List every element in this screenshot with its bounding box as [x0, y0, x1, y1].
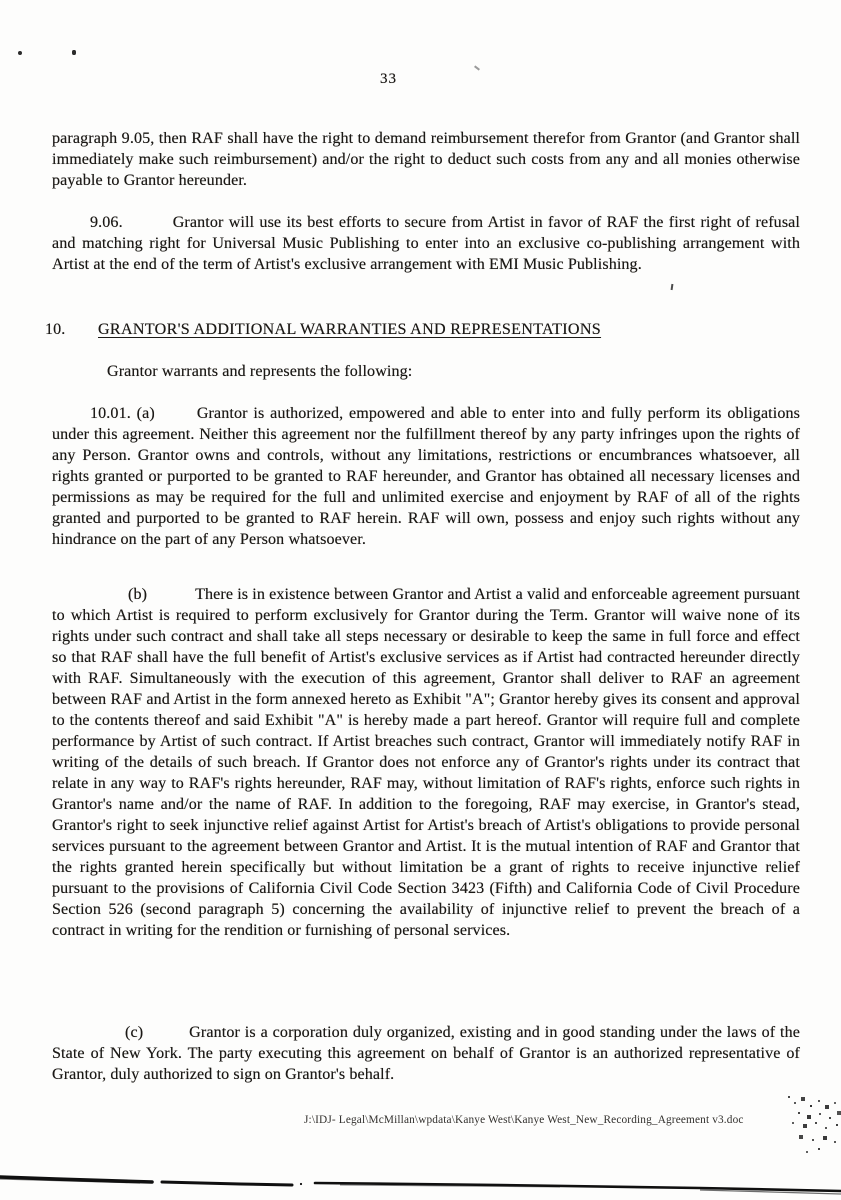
- section-10-title: GRANTOR'S ADDITIONAL WARRANTIES AND REPRESENTATIONS: [98, 321, 602, 338]
- paragraph-10-01-b: [52, 584, 800, 941]
- scan-speck-dot: [18, 51, 22, 55]
- paragraph-9-06-number: 9.06.: [90, 214, 123, 231]
- scan-stray-mark: [671, 284, 674, 290]
- section-10-heading: [45, 319, 800, 340]
- footer-file-path: J:\IDJ- Legal\McMillan\wpdata\Kanye West\Kanye West_New_Recording_Agreement v3.doc: [304, 1114, 744, 1126]
- scan-page-edge-line: [0, 1168, 841, 1200]
- section-10-number: 10.: [45, 321, 66, 338]
- paragraph-9-06: [52, 212, 800, 275]
- paragraph-10-01-a: [52, 403, 800, 550]
- paragraph-905-continuation: paragraph 9.05, then RAF shall have the right to demand reimbursement therefor from Grantor (and Grantor shall immediately make such reimbursement) and/or the right to deduct such costs from any and all monies otherwise payable to Grantor hereunder.: [52, 130, 800, 189]
- scan-speck-dash: [474, 65, 480, 70]
- paragraph-10-01-c-text: Grantor is a corporation duly organized, existing and in good standing under the laws of the State of New York. The party executing this agreement on behalf of Grantor is an authorized representative of Grantor, duly authorized to sign on Grantor's behalf.: [52, 1024, 800, 1083]
- paragraph-10-01-b-label: (b): [128, 586, 148, 603]
- paragraph-10-01-a-label: 10.01. (a): [90, 405, 155, 422]
- paragraph-9-06-text: Grantor will use its best efforts to secure from Artist in favor of RAF the first right of refusal and matching right for Universal Music Publishing to enter into an exclusive co-publishing arrangement with Artist at the end of the term of Artist's exclusive arrangement with EMI Music Publishing.: [52, 214, 800, 273]
- scan-speck-dot: [72, 50, 76, 55]
- paragraph-10-01-b-text: There is in existence between Grantor and Artist a valid and enforceable agreement pursuant to which Artist is required to perform exclusively for Grantor during the Term. Grantor will waive none of its rights under such contract and shall take all steps necessary or desirable to keep the same in full force and effect so that RAF shall have the full benefit of Artist's exclusive services as if Artist had contracted hereunder directly with RAF. Simultaneously with the execution of this agreement, Grantor shall deliver to RAF an agreement between RAF and Artist in the form annexed hereto as Exhibit "A"; Grantor hereby gives its consent and approval to the contents thereof and said Exhibit "A" is hereby made a part hereof. Grantor will require full and complete performance by Artist of such contract. If Artist breaches such contract, Grantor will immediately notify RAF in writing of the details of such breach. If Grantor does not enforce any of Grantor's rights under its contract that relate in any way to RAF's rights hereunder, RAF may, without limitation of RAF's rights, enforce such rights in Grantor's name and/or the name of RAF. In addition to the foregoing, RAF may exercise, in Grantor's stead, Grantor's right to seek injunctive relief against Artist for Artist's breach of Artist's obligations to provide personal services pursuant to the agreement between Grantor and Artist. It is the mutual intention of RAF and Grantor that the rights granted herein specifically but without limitation be a grant of rights to receive injunctive relief pursuant to the provisions of California Civil Code Section 3423 (Fifth) and California Code of Civil Procedure Section 526 (second paragraph 5) concerning the availability of injunctive relief to prevent the breach of a contract in writing for the rendition or furnishing of personal services.: [52, 586, 800, 939]
- paragraph-10-01-a-text: Grantor is authorized, empowered and able to enter into and fully perform its obligations under this agreement. Neither this agreement nor the fulfillment thereof by any party infringes upon the rights of any Person. Grantor owns and controls, without any limitations, restrictions or encumbrances whatsoever, all rights granted or purported to be granted to RAF hereunder, and Grantor has obtained all necessary licenses and permissions as may be required for the full and unlimited exercise and enjoyment by RAF of all of the rights granted and purported to be granted to RAF herein. RAF will own, possess and enjoy such rights without any hindrance on the part of any Person whatsoever.: [52, 405, 800, 548]
- page-number: 33: [380, 71, 397, 87]
- paragraph-10-01-c: [52, 1022, 800, 1085]
- warrants-intro-line: Grantor warrants and represents the following:: [107, 363, 413, 380]
- paragraph-10-01-c-label: (c): [125, 1024, 144, 1041]
- scan-smudge-cluster: [788, 1096, 790, 1098]
